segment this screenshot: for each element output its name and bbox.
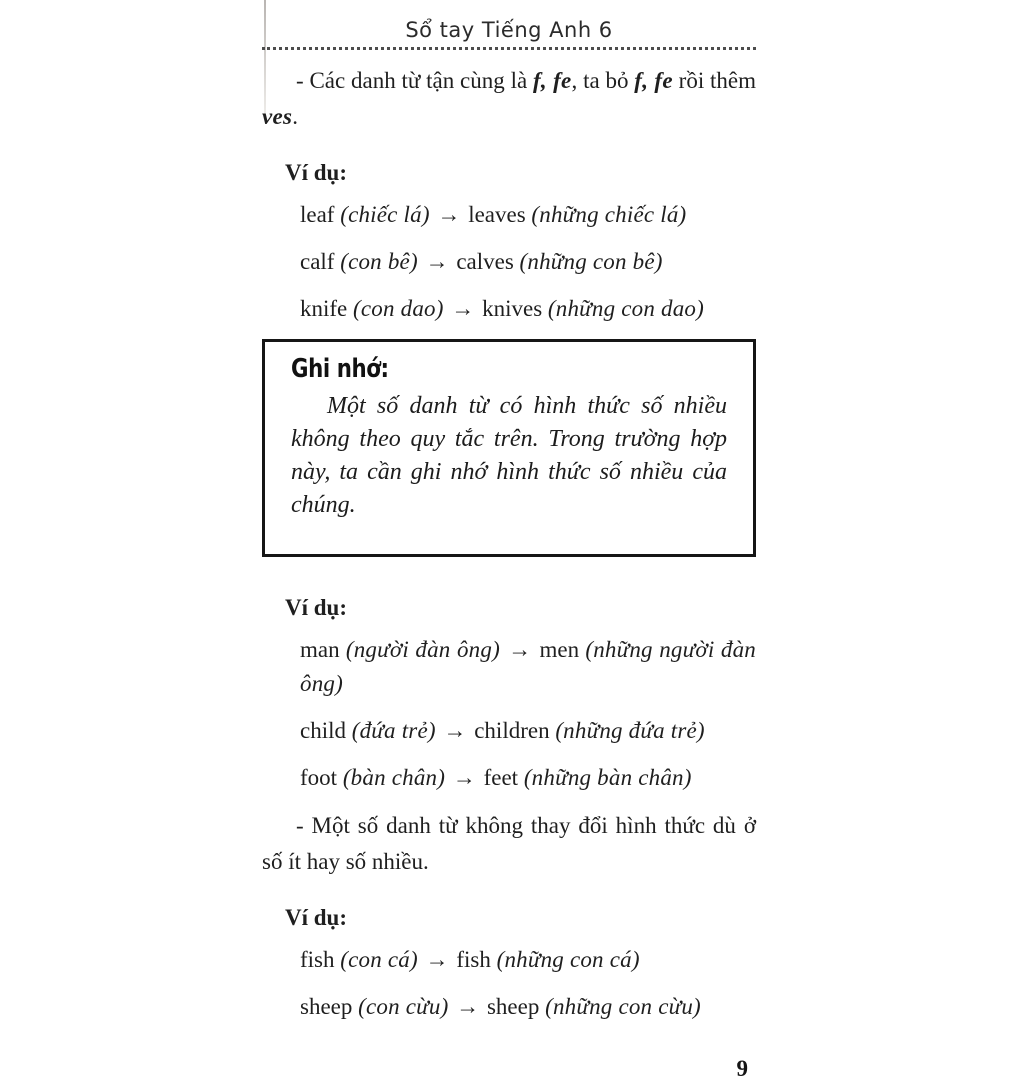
- plural-word: children: [474, 718, 550, 743]
- running-header-title: Sổ tay Tiếng Anh 6: [405, 18, 613, 42]
- singular-word: child: [300, 718, 346, 743]
- singular-word: fish: [300, 947, 335, 972]
- rule-text: rồi thêm: [672, 68, 757, 93]
- arrow-right-icon: →: [443, 718, 467, 743]
- plural-word: sheep: [486, 994, 540, 1019]
- arrow-right-icon: →: [425, 947, 449, 972]
- rule-text: - Các danh từ tận cùng là: [296, 68, 533, 93]
- note-box: [262, 339, 756, 557]
- arrow-right-icon: →: [425, 249, 449, 274]
- arrow-right-icon: →: [456, 994, 480, 1019]
- page-content-column: [262, 0, 756, 1082]
- note-box-title: Ghi nhớ:: [291, 354, 389, 384]
- arrow-right-icon: →: [508, 637, 532, 662]
- singular-gloss: (đứa trẻ): [351, 718, 436, 743]
- example-row-calf: [262, 245, 756, 279]
- plural-word: feet: [483, 765, 519, 790]
- rule-bold-f-fe: f, fe: [634, 68, 673, 93]
- example-row-man: [262, 633, 756, 701]
- plural-gloss: (những đứa trẻ): [555, 718, 705, 743]
- example-row-leaf: [262, 198, 756, 232]
- plural-gloss: (những chiếc lá): [531, 202, 687, 227]
- plural-word: leaves: [468, 202, 526, 227]
- rule-invariant-paragraph: - Một số danh từ không thay đổi hình thức dù ở số ít hay số nhiều.: [262, 813, 756, 874]
- note-box-body: Một số danh từ có hình thức số nhiều không theo quy tắc trên. Trong trường hợp này, ta cần ghi nhớ hình thức số nhiều của chúng.: [291, 393, 727, 518]
- example-row-child: [262, 714, 756, 748]
- header-dotted-rule: [262, 47, 756, 50]
- singular-gloss: (con dao): [353, 296, 444, 321]
- rule-f-fe-paragraph: [262, 63, 756, 135]
- plural-gloss: (những con bê): [519, 249, 663, 274]
- plural-word: fish: [456, 947, 491, 972]
- arrow-right-icon: →: [451, 296, 475, 321]
- example-label: Ví dụ:: [285, 595, 347, 620]
- example-row-foot: [262, 761, 756, 795]
- singular-gloss: (con cá): [340, 947, 418, 972]
- plural-gloss: (những con cừu): [545, 994, 701, 1019]
- plural-gloss: (những người đàn ông): [300, 637, 756, 696]
- arrow-right-icon: →: [437, 202, 461, 227]
- example-row-fish: [262, 943, 756, 977]
- rule-text: .: [292, 104, 299, 129]
- singular-gloss: (người đàn ông): [345, 637, 500, 662]
- plural-word: calves: [456, 249, 514, 274]
- example-row-sheep: [262, 990, 756, 1024]
- rule-text: , ta bỏ: [571, 68, 635, 93]
- plural-gloss: (những bàn chân): [523, 765, 692, 790]
- plural-word: knives: [482, 296, 543, 321]
- plural-gloss: (những con cá): [496, 947, 640, 972]
- singular-word: knife: [300, 296, 348, 321]
- rule-bold-ves: ves: [262, 104, 293, 129]
- plural-gloss: (những con dao): [547, 296, 704, 321]
- example-label: Ví dụ:: [285, 905, 347, 930]
- singular-word: leaf: [300, 202, 335, 227]
- singular-gloss: (con bê): [340, 249, 418, 274]
- singular-gloss: (chiếc lá): [340, 202, 430, 227]
- example-label: Ví dụ:: [285, 160, 347, 185]
- singular-word: foot: [300, 765, 338, 790]
- singular-gloss: (con cừu): [358, 994, 449, 1019]
- singular-gloss: (bàn chân): [342, 765, 446, 790]
- singular-word: calf: [300, 249, 335, 274]
- singular-word: sheep: [300, 994, 353, 1019]
- example-row-knife: [262, 292, 756, 326]
- arrow-right-icon: →: [452, 765, 476, 790]
- page-number: 9: [736, 1056, 748, 1081]
- singular-word: man: [300, 637, 340, 662]
- rule-bold-f-fe: f, fe: [532, 68, 572, 93]
- plural-word: men: [539, 637, 580, 662]
